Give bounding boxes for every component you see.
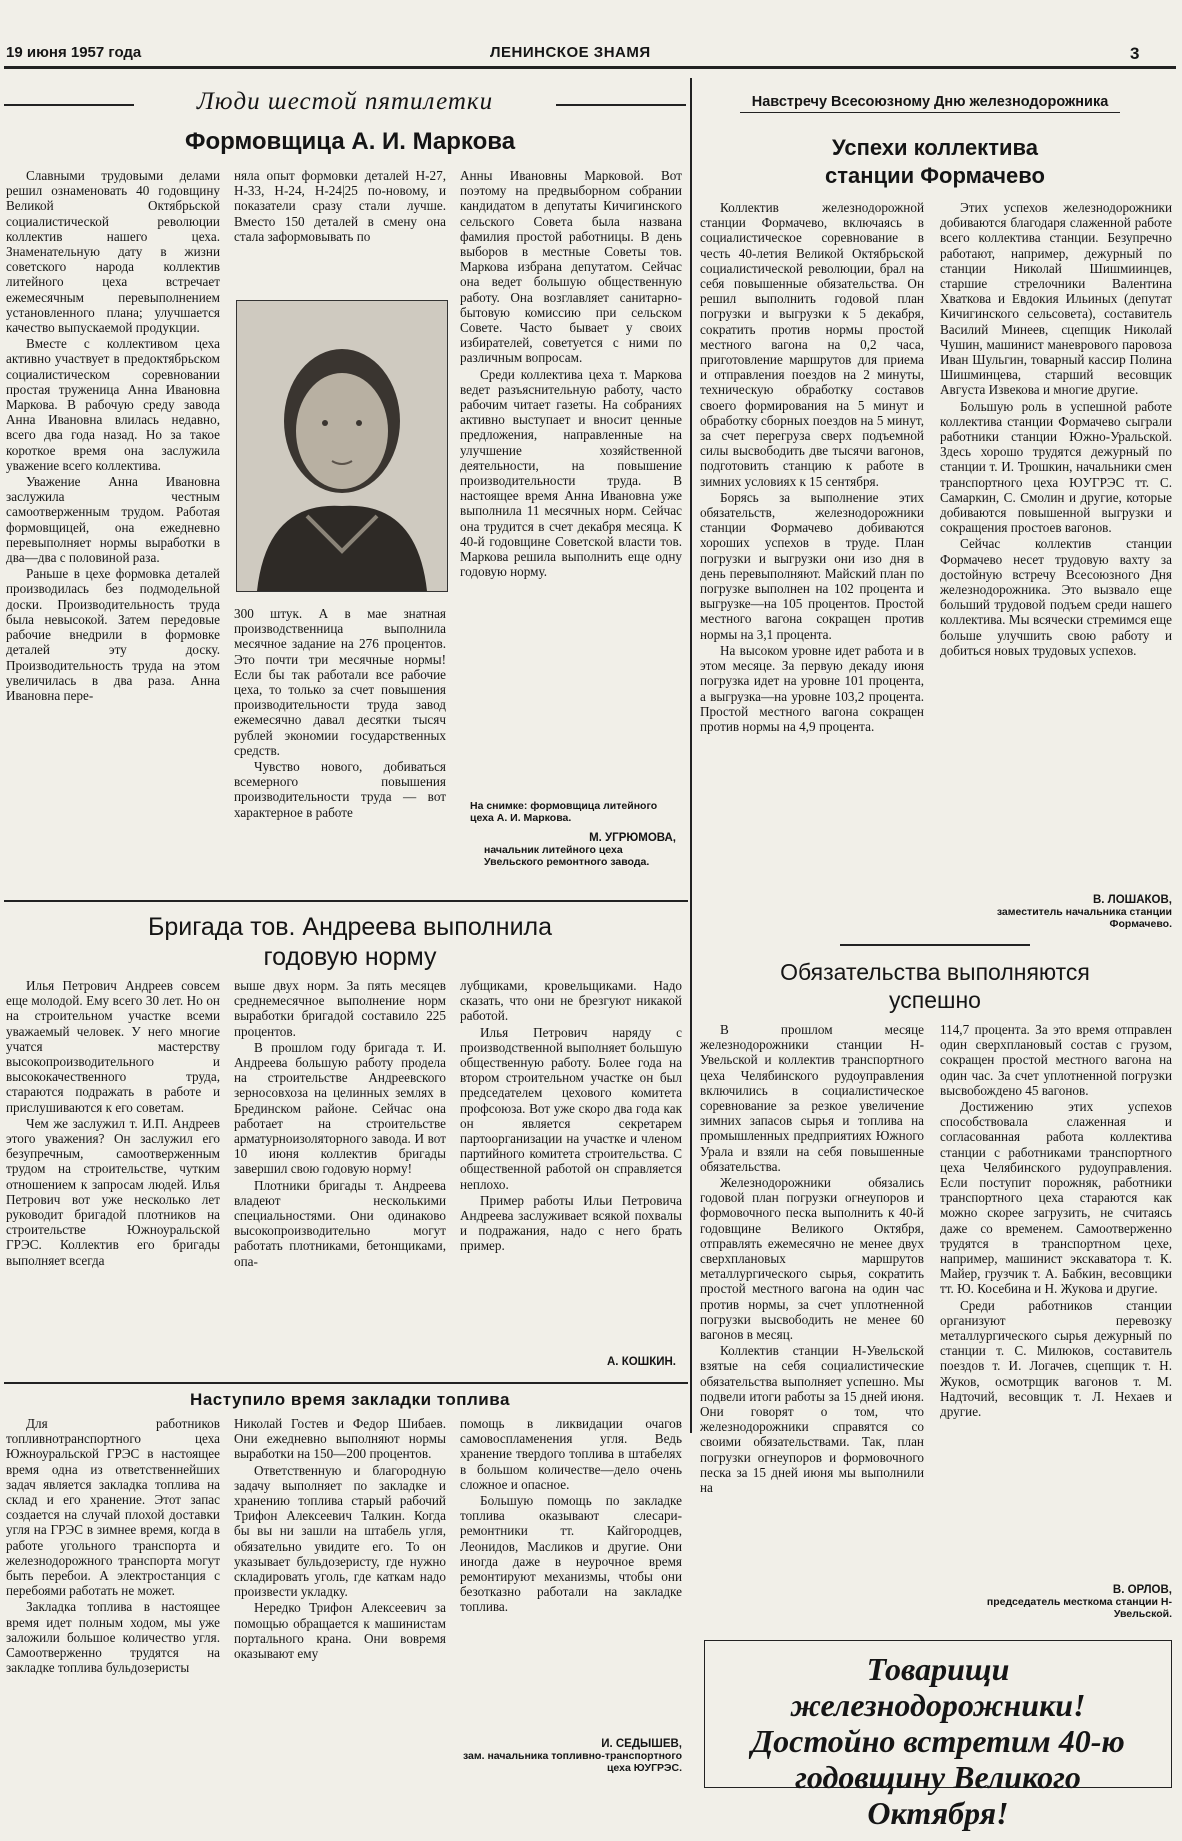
rubric-rule-left bbox=[4, 104, 134, 106]
portrait-image bbox=[237, 301, 447, 591]
article-title-formachevo bbox=[700, 134, 1170, 190]
paragraph: Раньше в цехе формовка деталей производилась без подмодельной доски. Производительность труда была невысокой. Затем передовые рабочие внедрили в формовке деталей эту доску. Производительность труда на этом увеличилась в два раза. Анна Ивановна пере- bbox=[6, 566, 220, 703]
header-rule bbox=[4, 66, 1176, 69]
signature-sedyshev bbox=[460, 1738, 682, 1774]
title-line-2: станции Формачево bbox=[825, 163, 1045, 188]
signature-koshkin bbox=[460, 1356, 676, 1368]
newspaper-name: ЛЕНИНСКОЕ ЗНАМЯ bbox=[490, 44, 651, 61]
section-rule bbox=[4, 900, 688, 902]
paragraph: Сейчас коллектив станции Формачево несет трудовую вахту за достойную встречу Всесоюзного Дня железнодорожника. Это вызвало еще больший трудовой подъем среди нашего коллектива. Мы всячески стремимся еще больше улучшить свою работу и добиться новых трудовых успехов. bbox=[940, 536, 1172, 658]
paragraph: Среди коллектива цеха т. Маркова ведет разъяснительную работу, часто рабочим читает газеты. На собраниях активно выступает и вносит ценные предложения, направленные на улучшение хозяйственной деятельности, на повышение производительности труда. В настоящее время Анна Ивановна уже выполнила 11 месячных норм. Сейчас она трудится в счет декабря месяца. К 40-й годовщине Советской власти тов. Маркова решила выполнить еще одну годовую норму. bbox=[460, 366, 682, 580]
paragraph: Чувство нового, добиваться всемерного повышения производительности труда — вот характерное в работе bbox=[234, 759, 446, 820]
section-rule bbox=[4, 1382, 688, 1384]
signature-role: зам. начальника топливно-транспортного цеха ЮУГРЭС. bbox=[462, 1750, 682, 1774]
andreev-col1 bbox=[6, 978, 220, 1368]
paragraph: Большую помощь по закладке топлива оказывают слесари-ремонтники тт. Кайгородцев, Леонидов, Масликов и другие. Они иногда даже в неурочное время ремонтируют механизмы, чтобы они безотказно работали на закладке топлива. bbox=[460, 1493, 682, 1615]
paragraph: Большую роль в успешной работе коллектива станции Формачево сыграли работники станции Южно-Уральской. Здесь хорошо трудятся дежурный по станции т. И. Трошкин, начальники смен транспортного цеха ЮУГРЭС тт. С. Самаркин, С. Смолин и другие, которые добиваются повышенной выгрузки и сокращения простоев вагонов. bbox=[940, 398, 1172, 536]
paragraph: Пример работы Ильи Петровича Андреева заслуживает всякой похвалы и подражания, надо с него брать пример. bbox=[460, 1192, 682, 1254]
paragraph: Уважение Анна Ивановна заслужила честным самоотверженным трудом. Работая формовщицей, она ежедневно перевыполняет нормы выработки в два—два с половиной раза. bbox=[6, 474, 220, 566]
signature-orlov bbox=[940, 1584, 1172, 1620]
paragraph: Достижению этих успехов способствовала слаженная и согласованная работа коллектива станции с работниками транспортного цеха Челябинского рудоуправления. Если поступит порожняк, работники транспортного цеха стараются как можно скорее загрузить, не считаясь даже со временем. Самоотверженно трудятся в транспортном цехе, например, машинист экскаватора т. К. Майер, грузчик т. А. Бабкин, весовщики тт. Ю. Косебина и Н. Жукова и другие. bbox=[940, 1099, 1172, 1297]
obligations-col1 bbox=[700, 1022, 924, 1642]
title-line-1: Успехи коллектива bbox=[832, 135, 1038, 160]
paragraph: лубщиками, кровельщиками. Надо сказать, что они не брезгуют никакой работой. bbox=[460, 978, 682, 1024]
paragraph: Этих успехов железнодорожники добиваются благодаря слаженной работе всего коллектива станции. Безупречно работают, например, дежурный по станции Николай Шишмиинцев, старшие стрелочники Валентина Хваткова и Евдокия Ильиных (депутат Кичигинского сельсовета), составитель Василий Минеев, сцепщик Николай Чушин, машинист маневрового паровоза Иван Шульгин, товарный кассир Полина Шишминцева, старший весовщик Августа Извекова и многие другие. bbox=[940, 200, 1172, 398]
paragraph: Плотники бригады т. Андреева владеют несколькими специальностями. Они одинаково высокопроизводительно могут работать плотниками, бетонщиками, опа- bbox=[234, 1177, 446, 1269]
paragraph: Николай Гостев и Федор Шибаев. Они ежедневно выполняют нормы выработки на 150—200 процентов. bbox=[234, 1416, 446, 1462]
markova-col2-top bbox=[234, 168, 446, 278]
formachevo-col1 bbox=[700, 200, 924, 940]
photo-caption: На снимке: формовщица литейного цеха А. И. Маркова. bbox=[470, 800, 658, 824]
paragraph: Среди работников станции организуют перевозку металлургического сырья дежурный по станции т. С. Милюков, составитель поездов т. И. Логачев, сцепщик т. Н. Жуков, осмотрщик вагонов т. М. Надточий, весовщик т. Л. Нехаев и другие. bbox=[940, 1297, 1172, 1420]
paragraph: Коллектив станции Н-Увельской взятые на себя социалистические обязательства выполняет успешно. Мы подвели итоги работы за 15 дней июня. Они говорят о том, что железнодорожники справятся со своими обязательствами. Так, план погрузки огнеупоров и формовочного песка за 15 дней июня мы выполнили на bbox=[700, 1343, 924, 1496]
paragraph: Илья Петрович Андреев совсем еще молодой. Ему всего 30 лет. Но он на строительном участке всеми уважаемый человек. У него многие учатся мастерству высокопроизводительного и высококачественного труда, стараются подражать в работе и прислушиваются к его советам. bbox=[6, 978, 220, 1115]
fuel-col2 bbox=[234, 1416, 446, 1792]
title-line-1: Бригада тов. Андреева выполнила bbox=[147, 913, 553, 941]
signature-name: А. КОШКИН. bbox=[607, 1356, 676, 1368]
fuel-col1 bbox=[6, 1416, 220, 1792]
paragraph: помощь в ликвидации очагов самовоспламенения угля. Ведь хранение твердого топлива в штабелях в большом количестве—дело очень сложное и опасное. bbox=[460, 1416, 682, 1492]
andreev-col3 bbox=[460, 978, 682, 1343]
obligations-col2 bbox=[940, 1022, 1172, 1582]
column-divider bbox=[690, 78, 692, 1433]
signature-role: начальник литейного цеха Увельского ремонтного завода. bbox=[484, 844, 650, 868]
signature-name: И. СЕДЫШЕВ, bbox=[601, 1738, 682, 1750]
signature-name: В. ЛОШАКОВ, bbox=[1092, 894, 1172, 906]
rubric-railway: Навстречу Всесоюзному Дню железнодорожника bbox=[740, 94, 1120, 113]
slogan-text: Товарищи железнодорожники! Достойно встретим 40-ю годовщину Великого Октября! bbox=[751, 1651, 1125, 1831]
paragraph: Ответственную и благородную задачу выполняет по закладке и хранению топлива старый рабочий Трифон Алексеевич Талкин. Когда бы вы ни зашли на штабель угля, обязательно увидите его. То он указывает бульдозеристу, где нужно складировать уголь, где каткам надо произвести укладку. bbox=[234, 1462, 446, 1600]
paragraph: Коллектив железнодорожной станции Формачево, включаясь в социалистическое соревнование в честь 40-летия Великой Октябрьской социалистической революции, брал на себя повышенные обязательства. Он решил выполнить годовой план погрузки и выгрузки к 5 декабря, сократить против нормы простой местного вагона на 0,2 часа, приготовление маршрутов для приема и отправления поездов на 2 минуты, техническую обработку составов своего формирования на 5 минут и обработку сборных поездов на 5 минут, за счет перегруза сверх подъемной силы высвободить две тысячи вагонов, подготовить станцию к работе в зимних условиях к 15 сентября. bbox=[700, 200, 924, 489]
paragraph: Для работников топливнотранспортного цеха Южноуральской ГРЭС в настоящее время одна из ответственнейших задач является закладка топлива на склад и его хранение. Этот запас создается на случай плохой доставки угля на ГРЭС в зимнее время, когда в работе угольного транспорта и железнодорожного транспорта могут быть перебои. А электростанция с перебоями работать не может. bbox=[6, 1416, 220, 1599]
title-line-1: Обязательства выполняются bbox=[780, 959, 1090, 985]
paragraph: В прошлом месяце железнодорожники станции Н-Увельской и коллектив транспортного цеха Челябинского рудоуправления включились в социалистическое соревнование за резкое увеличение зимних запасов сырья и топлива на промышленных предприятиях Южного Урала и взяли на себя повышенные обязательства. bbox=[700, 1022, 924, 1174]
page-number: 3 bbox=[1130, 44, 1140, 63]
article-title-obligations bbox=[700, 958, 1170, 1014]
paragraph: Славными трудовыми делами решил ознаменовать 40 годовщину Великой Октябрьской социалистической революции коллектив нашего цеха. Знаменательную дату в жизни советского народа коллектив литейного цеха встречает ежемесячным перевыполнением установленного плана; улучшается качество выпускаемой продукции. bbox=[6, 168, 220, 336]
paragraph: няла опыт формовки деталей Н-27, Н-33, Н-24, Н-24|25 по-новому, и показатели сразу стали лучше. Вместо 150 деталей в смену она стала заформовывать по bbox=[234, 168, 446, 244]
signature-loshakov bbox=[940, 894, 1172, 930]
andreev-col2 bbox=[234, 978, 446, 1368]
markova-col2-bottom bbox=[234, 606, 446, 896]
article-title-markova: Формовщица А. И. Маркова bbox=[184, 128, 516, 155]
title-line-2: годовую норму bbox=[263, 943, 437, 971]
signature-role: председатель месткома станции Н-Увельской. bbox=[986, 1596, 1172, 1620]
paragraph: Анны Ивановны Марковой. Вот поэтому на предвыборном собрании кандидатом в депутаты Кичигинского сельского Совета была названа фамилия простой работницы. В день выборов в местные Советы тов. Маркова избрана депутатом. Сейчас она ведет большую общественную работу. Она возглавляет санитарно-бытовую комиссию при сельском Совете. Часто бывает у своих избирателей, советуется с ними по различным вопросам. bbox=[460, 168, 682, 366]
paragraph: На высоком уровне идет работа и в этом месяце. За первую декаду июня погрузка идет на уровне 101 процента, а выгрузка—на уровне 103,2 процента. Простой местного вагона сокращен против нормы на 4,9 процента. bbox=[700, 642, 924, 734]
section-rule bbox=[840, 944, 1030, 946]
paragraph: Железнодорожники обязались годовой план погрузки огнеупоров и формовочного песка выполнить к 40-й годовщине Великого Октября, отправлять ежемесячно не менее двух сверхплановых маршрутов металлургического сырья, сократить простой местного вагона на один час против нормы, за счет уплотненной погрузки высвободить не менее 60 вагонов в месяц. bbox=[700, 1175, 924, 1343]
paragraph: Илья Петрович наряду с производственной выполняет большую общественную работу. Более года на втором строительном участке он был председателем цехового комитета профсоюза. Вот уже скоро два года как он является секретарем партоорганизации на участке и членом партийного комитета строительства. С общественной работой он справляется неплохо. bbox=[460, 1024, 682, 1192]
issue-date: 19 июня 1957 года bbox=[6, 44, 142, 61]
signature-name: М. УГРЮМОВА, bbox=[589, 832, 676, 844]
article-title-andreev bbox=[60, 912, 640, 972]
markova-col1 bbox=[6, 168, 220, 888]
paragraph: Нередко Трифон Алексеевич за помощью обращается к машинистам портального крана. Они вовремя оказывают ему bbox=[234, 1600, 446, 1662]
markova-col3 bbox=[460, 168, 682, 798]
paragraph: выше двух норм. За пять месяцев среднемесячное выполнение норм выработки бригадой составило 225 процентов. bbox=[234, 978, 446, 1039]
paragraph: В прошлом году бригада т. И. Андреева большую работу продела на строительстве Андреевского зерносовхоза на целинных землях в Брединском районе. Сейчас она работает на строительстве арматурноизоляторного завода. И вот 10 июня коллектив бригады завершил свою годовую норму! bbox=[234, 1039, 446, 1177]
fuel-col3 bbox=[460, 1416, 682, 1716]
paragraph: 114,7 процента. За это время отправлен один сверхплановый состав с грузом, сокращен простой местного вагона на один час. За счет уплотненной погрузки высвобождено 45 вагонов. bbox=[940, 1022, 1172, 1098]
signature-name: В. ОРЛОВ, bbox=[1112, 1584, 1172, 1596]
formachevo-col2 bbox=[940, 200, 1172, 890]
article-title-fuel: Наступило время закладки топлива bbox=[190, 1390, 510, 1409]
title-line-2: успешно bbox=[889, 987, 981, 1013]
paragraph: Вместе с коллективом цеха активно участвует в предоктябрьском социалистическом соревновании простая труженица Анна Ивановна Маркова. В рабочую среду завода Анна Ивановна влилась недавно, всего два года назад. Но за такое короткое время она заслужила уважение всего коллектива. bbox=[6, 336, 220, 473]
paragraph: Закладка топлива в настоящее время идет полным ходом, мы уже заложили большое количество угля. Самоотверженно трудятся на закладке топлива бульдозеристы bbox=[6, 1599, 220, 1676]
rubric-rule-right bbox=[556, 104, 686, 106]
paragraph: Борясь за выполнение этих обязательств, железнодорожники станции Формачево добиваются хороших успехов в труде. План погрузки и выгрузки они изо дня в день перевыполняют. Майский план по погрузке выполнен на 102 процента и выгрузке—на 105 процентов. Простой местного вагона сокращен против нормы на 3,1 процента. bbox=[700, 489, 924, 642]
signature-role: заместитель начальника станции Формачево. bbox=[996, 906, 1172, 930]
rubric-heading: Люди шестой пятилетки bbox=[196, 88, 494, 115]
paragraph: 300 штук. А в мае знатная производственница выполнила месячное задание на 276 процентов. Это почти три месячные нормы! Если бы так работали все рабочие цеха, то только за счет повышения производительности труда завод ежемесячно давал десятки тысяч рублей экономии государственных средств. bbox=[234, 606, 446, 758]
paragraph: Чем же заслужил т. И.П. Андреев этого уважения? Он заслужил его безупречным, самоотверженным трудом на строительстве, чутким отношением к запросам людей. Илья Петрович вот уже несколько лет руководит бригадой плотников на строительстве Южноуральской ГРЭС. Коллектив его бригады выполняет всегда bbox=[6, 1115, 220, 1268]
portrait-photo bbox=[236, 300, 448, 592]
signature-ugryumova bbox=[460, 832, 676, 868]
slogan-box bbox=[704, 1640, 1172, 1831]
